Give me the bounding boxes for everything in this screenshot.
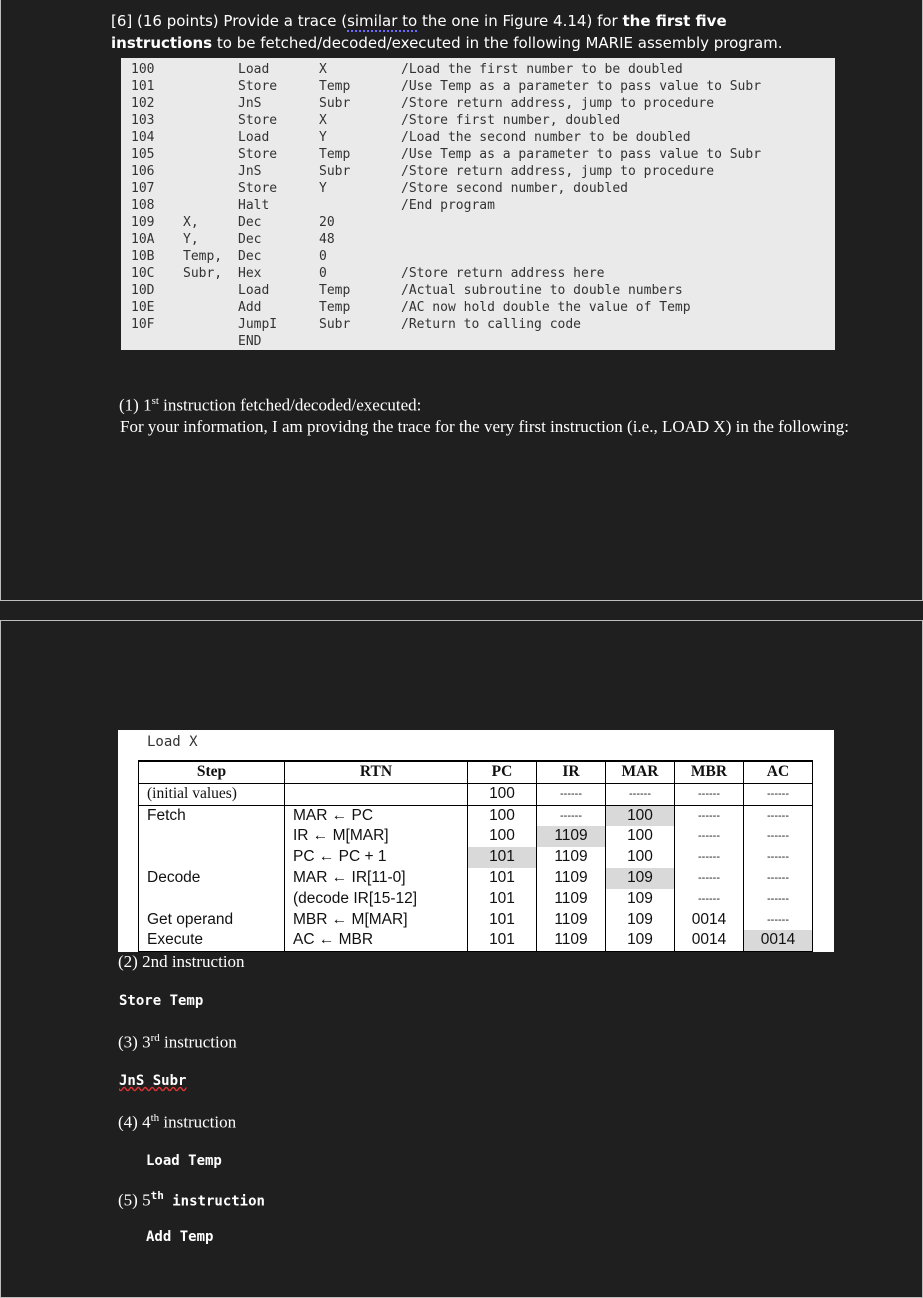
- line-operand: Y: [319, 181, 327, 196]
- trace-row: [139, 847, 813, 868]
- section4-rest: instruction: [159, 1112, 237, 1132]
- line-operand: Y: [319, 130, 327, 145]
- line-comment: /AC now hold double the value of Temp: [401, 300, 691, 315]
- line-address: 100: [131, 62, 155, 77]
- line-comment: /Use Temp as a parameter to pass value to Subr: [401, 79, 762, 94]
- trace-cell-pc: 100: [468, 805, 537, 826]
- line-comment: /Return to calling code: [401, 317, 582, 332]
- line-label: X,: [183, 215, 199, 230]
- trace-row: [139, 910, 813, 931]
- trace-cell-ac: ------: [744, 826, 813, 847]
- line-address: 105: [131, 147, 155, 162]
- trace-header-mbr: MBR: [675, 761, 744, 783]
- line-opcode: Load: [238, 62, 270, 77]
- line-opcode: Hex: [238, 266, 262, 281]
- trace-cell-ac: ------: [744, 868, 813, 889]
- line-opcode: JnS: [238, 96, 262, 111]
- line-comment: /Store return address here: [401, 266, 605, 281]
- trace-cell-step: [139, 826, 285, 847]
- question-similar: similar to: [347, 12, 418, 30]
- question-prefix: [6] (16 points) Provide a trace (: [111, 12, 348, 30]
- trace-cell-step: Execute: [139, 930, 285, 951]
- line-address: 10A: [131, 232, 155, 247]
- trace-cell-pc: 101: [468, 910, 537, 931]
- line-address: 102: [131, 96, 155, 111]
- line-label: Temp,: [183, 249, 223, 264]
- line-comment: /Store first number, doubled: [401, 113, 621, 128]
- line-operand: Subr: [319, 96, 351, 111]
- question-mid: the one in Figure 4.14) for: [417, 12, 623, 30]
- trace-cell-mar: 109: [606, 910, 675, 931]
- section3-num: (3) 3: [118, 1032, 151, 1052]
- trace-cell-rtn: MAR ← PC: [285, 805, 468, 826]
- line-operand: Temp: [319, 283, 351, 298]
- question-bold: the first five instructions: [111, 12, 727, 52]
- trace-cell-mbr: ------: [675, 868, 744, 889]
- line-address: 10B: [131, 249, 155, 264]
- trace-cell-mbr: 0014: [675, 930, 744, 951]
- trace-cell-ac: ------: [744, 805, 813, 826]
- line-operand: X: [319, 62, 327, 77]
- trace-cell-ac: ------: [744, 847, 813, 868]
- line-opcode: Add: [238, 300, 262, 315]
- trace-cell-mar: 109: [606, 889, 675, 910]
- line-opcode: Dec: [238, 249, 262, 264]
- trace-cell-mbr: ------: [675, 826, 744, 847]
- trace-cell-ir: 1109: [537, 826, 606, 847]
- line-opcode: Dec: [238, 232, 262, 247]
- section3-label: [118, 1032, 237, 1053]
- trace-cell-rtn: AC ← MBR: [285, 930, 468, 951]
- trace-row: [139, 889, 813, 910]
- trace-header-ir: IR: [537, 761, 606, 783]
- line-operand: Temp: [319, 300, 351, 315]
- line-opcode: Dec: [238, 215, 262, 230]
- trace-cell-step: Fetch: [139, 805, 285, 826]
- trace-cell-mbr: 0014: [675, 910, 744, 931]
- question-suffix: to be fetched/decoded/executed in the following MARIE assembly program.: [212, 34, 783, 52]
- line-opcode: Store: [238, 147, 278, 162]
- line-operand: 0: [319, 249, 327, 264]
- trace-header-pc: PC: [468, 761, 537, 783]
- section1-rest: instruction fetched/decoded/executed:: [158, 395, 422, 415]
- trace-cell-rtn: MBR ← M[MAR]: [285, 910, 468, 931]
- line-operand: 48: [319, 232, 335, 247]
- trace-table: [138, 760, 813, 952]
- trace-cell-mar: 109: [606, 868, 675, 889]
- line-label: Y,: [183, 232, 199, 247]
- trace-cell-step: Decode: [139, 868, 285, 889]
- trace-header-step: Step: [139, 761, 285, 783]
- line-address: 108: [131, 198, 155, 213]
- line-operand: Temp: [319, 79, 351, 94]
- line-comment: /Store return address, jump to procedure: [401, 96, 715, 111]
- trace-cell-mbr: ------: [675, 783, 744, 805]
- line-comment: /Load the first number to be doubled: [401, 62, 683, 77]
- trace-cell-ir: 1109: [537, 868, 606, 889]
- trace-cell-ac: ------: [744, 889, 813, 910]
- trace-cell-pc: 101: [468, 930, 537, 951]
- trace-row: [139, 783, 813, 805]
- trace-cell-step: (initial values): [139, 783, 285, 805]
- trace-cell-ir: 1109: [537, 930, 606, 951]
- line-opcode: Store: [238, 113, 278, 128]
- trace-row: [139, 868, 813, 889]
- trace-header-row: [139, 761, 813, 783]
- section4-sup: th: [150, 1112, 160, 1124]
- top-panel: [0, 0, 923, 601]
- trace-cell-pc: 101: [468, 868, 537, 889]
- section3-code: JnS Subr: [119, 1073, 187, 1089]
- section2-code: Store Temp: [119, 993, 204, 1009]
- line-opcode: Load: [238, 130, 270, 145]
- line-address: 106: [131, 164, 155, 179]
- line-operand: Temp: [319, 147, 351, 162]
- trace-row: [139, 826, 813, 847]
- section1-info: For your information, I am providng the trace for the very first instruction (i.e., LOAD X) in the following:: [120, 417, 849, 436]
- trace-cell-pc: 100: [468, 783, 537, 805]
- trace-cell-ir: 1109: [537, 889, 606, 910]
- trace-cell-ir: 1109: [537, 847, 606, 868]
- section5-rest: instruction: [163, 1193, 265, 1210]
- trace-cell-pc: 101: [468, 847, 537, 868]
- section4-num: (4) 4: [118, 1112, 151, 1132]
- line-comment: /Use Temp as a parameter to pass value to Subr: [401, 147, 762, 162]
- line-label: Subr,: [183, 266, 223, 281]
- trace-cell-ac: ------: [744, 783, 813, 805]
- line-opcode: JnS: [238, 164, 262, 179]
- line-opcode: JumpI: [238, 317, 278, 332]
- trace-cell-mar: 109: [606, 930, 675, 951]
- trace-cell-mbr: ------: [675, 889, 744, 910]
- trace-cell-step: [139, 889, 285, 910]
- section4-code: Load Temp: [146, 1153, 222, 1169]
- trace-cell-ac: 0014: [744, 930, 813, 951]
- trace-cell-mbr: ------: [675, 805, 744, 826]
- line-address: 10D: [131, 283, 155, 298]
- trace-cell-rtn: (decode IR[15-12]: [285, 889, 468, 910]
- line-address: 10C: [131, 266, 155, 281]
- trace-cell-rtn: MAR ← IR[11-0]: [285, 868, 468, 889]
- trace-cell-pc: 100: [468, 826, 537, 847]
- trace-row: [139, 930, 813, 951]
- line-comment: /End program: [401, 198, 495, 213]
- section5-label: [118, 1189, 265, 1211]
- trace-cell-mar: ------: [606, 783, 675, 805]
- section2-label: (2) 2nd instruction: [118, 952, 245, 971]
- line-address: 109: [131, 215, 155, 230]
- section4-label: [118, 1112, 236, 1133]
- section3-sup: rd: [150, 1032, 160, 1044]
- line-address: 10E: [131, 300, 155, 315]
- line-operand: 20: [319, 215, 335, 230]
- trace-cell-rtn: IR ← M[MAR]: [285, 826, 468, 847]
- line-opcode: END: [238, 334, 262, 349]
- trace-cell-pc: 101: [468, 889, 537, 910]
- line-opcode: Store: [238, 181, 278, 196]
- line-operand: X: [319, 113, 327, 128]
- line-address: 10F: [131, 317, 155, 332]
- line-address: 101: [131, 79, 155, 94]
- trace-cell-mbr: ------: [675, 847, 744, 868]
- trace-caption: Load X: [147, 734, 198, 750]
- line-opcode: Store: [238, 79, 278, 94]
- trace-cell-step: [139, 847, 285, 868]
- line-comment: /Store second number, doubled: [401, 181, 628, 196]
- line-opcode: Halt: [238, 198, 270, 213]
- line-opcode: Load: [238, 283, 270, 298]
- trace-cell-ir: ------: [537, 783, 606, 805]
- section5-sup: th: [150, 1189, 164, 1202]
- trace-cell-ir: 1109: [537, 910, 606, 931]
- line-comment: /Actual subroutine to double numbers: [401, 283, 683, 298]
- section1-heading: [119, 395, 421, 416]
- trace-cell-mar: 100: [606, 826, 675, 847]
- trace-cell-rtn: PC ← PC + 1: [285, 847, 468, 868]
- line-operand: Subr: [319, 164, 351, 179]
- trace-cell-ir: ------: [537, 805, 606, 826]
- trace-cell-mar: 100: [606, 805, 675, 826]
- section1-sup: st: [151, 395, 159, 407]
- trace-header-rtn: RTN: [285, 761, 468, 783]
- line-address: 103: [131, 113, 155, 128]
- line-comment: /Store return address, jump to procedure: [401, 164, 715, 179]
- trace-cell-mar: 100: [606, 847, 675, 868]
- trace-cell-ac: ------: [744, 910, 813, 931]
- question-title: [111, 10, 831, 54]
- section5-code: Add Temp: [146, 1229, 214, 1245]
- line-address: 104: [131, 130, 155, 145]
- trace-cell-step: Get operand: [139, 910, 285, 931]
- line-comment: /Load the second number to be doubled: [401, 130, 691, 145]
- trace-box: [118, 730, 834, 952]
- section3-rest: instruction: [159, 1032, 237, 1052]
- line-address: 107: [131, 181, 155, 196]
- trace-header-mar: MAR: [606, 761, 675, 783]
- section1-num: (1) 1: [119, 395, 152, 415]
- program-listing: [121, 58, 835, 350]
- trace-header-ac: AC: [744, 761, 813, 783]
- line-operand: 0: [319, 266, 327, 281]
- trace-cell-rtn: [285, 783, 468, 805]
- trace-row: [139, 805, 813, 826]
- section5-num: (5) 5: [118, 1190, 151, 1210]
- line-operand: Subr: [319, 317, 351, 332]
